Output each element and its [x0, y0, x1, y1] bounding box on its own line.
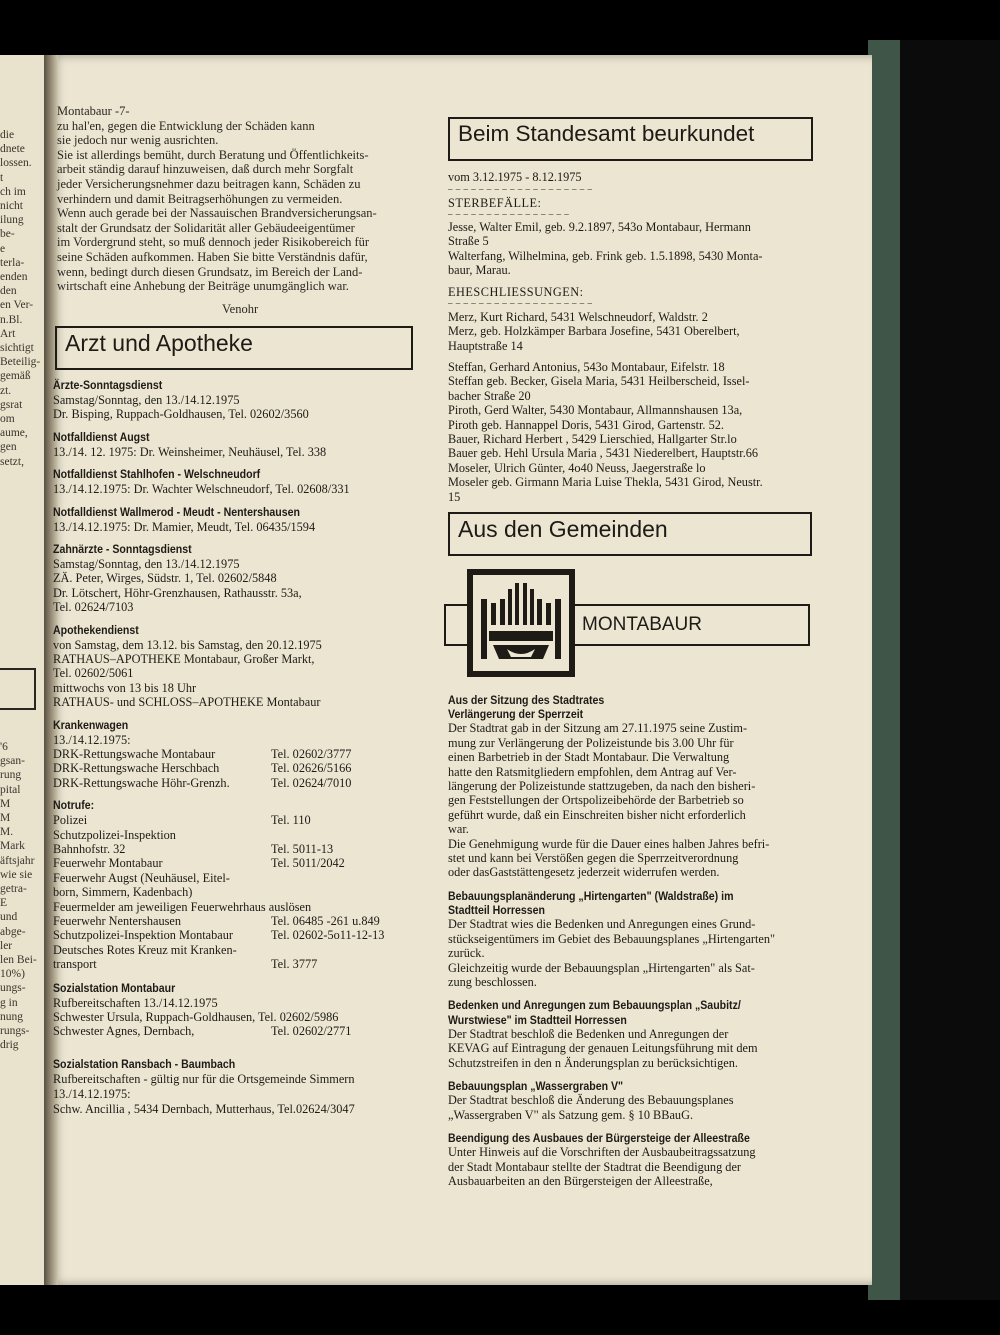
contact-row — [53, 761, 355, 775]
ehe-line: Hauptstraße 14 — [448, 338, 523, 353]
ehe-line: Moseler, Ulrich Günter, 4o40 Neuss, Jaegerstraße lo — [448, 460, 706, 475]
strip-line: ch im — [0, 185, 26, 198]
medical-section-title: Zahnärzte - Sonntagsdienst — [53, 542, 192, 557]
intro-line: Wenn auch gerade bei der Nassauischen Brandversicherungsan- — [57, 206, 377, 221]
intro-line: Montabaur -7- — [57, 104, 130, 118]
strip-line: zt. — [0, 384, 12, 397]
strip-line: E — [0, 897, 8, 910]
rule-3: – – – – – – – – – – – – – – – – – – – — [448, 298, 593, 308]
medical-section-line: 13./14. 12. 1975: Dr. Weinsheimer, Neuhäusel, Tel. 338 — [53, 444, 327, 459]
contact-row — [53, 747, 355, 761]
strip-line: Beteilig- — [0, 356, 41, 369]
strip-line: Mark — [0, 840, 25, 853]
intro-line: Sie ist allerdings bemüht, durch Beratung und Öffentlichkeits- — [57, 147, 369, 162]
strip-line: sichtigt — [0, 342, 34, 355]
contact-name: Feuerwehr Nentershausen — [53, 914, 182, 928]
strip-line: und — [0, 911, 18, 924]
section-box-gemeinden — [448, 512, 812, 556]
contact-name: Bahnhofstr. 32 — [53, 842, 126, 857]
date-range: vom 3.12.1975 - 8.12.1975 — [448, 170, 582, 184]
contact-name: Rufbereitschaften 13./14.12.1975 — [53, 995, 218, 1010]
contact-tel: Tel. 02624/7010 — [271, 775, 352, 790]
ehe-line: Steffan geb. Becker, Gisela Maria, 5431 Heilberscheid, Issel- — [448, 374, 750, 389]
contact-tel: Tel. 02626/5166 — [271, 761, 352, 776]
contact-name: Feuermelder am jeweiligen Feuerwehrhaus auslösen — [53, 899, 312, 914]
contact-name: transport — [53, 957, 97, 972]
strip-line: om — [0, 413, 15, 426]
article-line: Der Stadtrat gab in der Sitzung am 27.11.1975 seine Zustim- — [448, 721, 748, 736]
strip-line: äftsjahr — [0, 854, 35, 867]
contact-name: Schutzpolizei-Inspektion Montabaur — [53, 928, 233, 943]
strip-line: 10%) — [0, 968, 25, 981]
strip-line: abge- — [0, 925, 26, 938]
medical-section-line: Samstag/Sonntag, den 13./14.12.1975 — [53, 393, 240, 407]
contact-row — [53, 914, 380, 928]
section-title: Arzt und Apotheke — [65, 330, 253, 356]
notrufe-section — [53, 798, 385, 972]
sozialstation-line: 13./14.12.1975: — [53, 1086, 131, 1101]
article-line: Unter Hinweis auf die Vorschriften der Ausbaubeitragssatzung — [448, 1145, 756, 1160]
contact-tel: Tel. 3777 — [271, 957, 318, 972]
medical-section-line: Dr. Lötschert, Höhr-Grenzhausen, Rathausstr. 53a, — [53, 585, 302, 600]
contact-tel: Tel. 5011/2042 — [271, 856, 345, 871]
article-line: Schutzstreifen in den n Änderungsplan zu berücksichtigen. — [448, 1055, 738, 1070]
contact-name: DRK-Rettungswache Herschbach — [53, 761, 220, 776]
signature: Venohr — [222, 302, 259, 316]
medical-section-line: ZÄ. Peter, Wirges, Südstr. 1, Tel. 02602/5848 — [53, 571, 277, 586]
strip-line: '6 — [0, 741, 8, 753]
strip-line: pital — [0, 783, 21, 796]
medical-section-title: Krankenwagen — [53, 717, 129, 732]
strip-line: M — [0, 812, 11, 825]
strip-line: g in — [0, 996, 18, 1009]
ehe-line: Steffan, Gerhard Antonius, 543o Montabaur, Eifelstr. 18 — [448, 360, 725, 374]
medical-section — [53, 505, 355, 534]
left-strip-upper — [0, 128, 40, 469]
ehe-line: bacher Straße 20 — [448, 388, 531, 403]
medical-section-title: Notfalldienst Wallmerod - Meudt - Nentershausen — [53, 504, 300, 519]
medical-section-line: mittwochs von 13 bis 18 Uhr — [53, 680, 197, 695]
medical-section-title: Notfalldienst Augst — [53, 429, 150, 444]
intro-line: wirtschaft eine Anhebung der Beiträge unumgänglich war. — [57, 279, 349, 294]
medical-section-title: Notfalldienst Stahlhofen - Welschneudorf — [53, 467, 261, 482]
strip-line: gemäß — [0, 370, 31, 383]
strip-line: die — [0, 129, 15, 141]
intro-line: zu hal'en, gegen die Entwicklung der Schäden kann — [57, 118, 315, 133]
medical-section — [53, 467, 355, 496]
strip-line: nicht — [0, 200, 23, 213]
ehe-group-1 — [448, 310, 740, 353]
ehe-line: Merz, geb. Holzkämper Barbara Josefine, 5431 Oberelbert, — [448, 324, 740, 339]
article-title: Verlängerung der Sperrzeit — [448, 707, 584, 722]
article-title: Bebauungsplan „Wassergraben V" — [448, 1078, 624, 1093]
intro-line: seine Schäden aufkommen. Haben Sie bitte Verständnis dafür, — [57, 249, 368, 264]
section-box-standesamt — [448, 117, 813, 161]
eheschliessungen-heading: EHESCHLIESSUNGEN: — [448, 285, 584, 299]
intro-text — [57, 104, 377, 294]
medical-section-title: Ärzte-Sonntagsdienst — [53, 378, 163, 392]
krankenwagen-list — [53, 747, 355, 790]
strip-line: ilung — [0, 214, 24, 227]
article-line: Ausbauarbeiten an den Bürgersteigen der Alleestraße, — [448, 1173, 713, 1188]
strip-line: en Ver- — [0, 299, 34, 312]
contact-name: DRK-Rettungswache Höhr-Grenzh. — [53, 775, 230, 790]
strip-line: setzt, — [0, 455, 24, 468]
article — [448, 1131, 799, 1188]
ehe-line: Bauer, Richard Herbert , 5429 Lierschied, Hallgarter Str.lo — [448, 432, 737, 447]
intro-line: stalt der Grundsatz der Solidarität aller Gebäudeeigentümer — [57, 220, 355, 235]
article-line: Gleichzeitig wurde der Bebauungsplan „Hirtengarten" als Sat- — [448, 960, 755, 975]
strip-line: ungs- — [0, 982, 26, 995]
contact-row — [53, 996, 355, 1010]
strip-line: be- — [0, 228, 15, 241]
strip-line: ler — [0, 939, 13, 952]
article-title: Stadtteil Horressen — [448, 903, 545, 918]
ehe-line: Piroth, Gerd Walter, 5430 Montabaur, Allmannshausen 13a, — [448, 403, 743, 418]
article-title: Bedenken und Anregungen zum Bebauungsplan „Saubitz/ — [448, 998, 741, 1013]
contact-row — [53, 1010, 355, 1024]
intro-line: jeder Versicherungsnehmer dazu beitragen kann, Schäden zu — [57, 176, 361, 191]
medical-section-line: Tel. 02624/7103 — [53, 600, 134, 615]
contact-row — [53, 871, 355, 885]
contact-row — [53, 943, 355, 957]
background-dark — [900, 40, 1000, 1300]
strip-line: gsan- — [0, 755, 25, 768]
contact-tel: Tel. 06485 -261 u.849 — [271, 914, 380, 928]
medical-section — [53, 378, 355, 422]
medical-section-line: Samstag/Sonntag, den 13./14.12.1975 — [53, 557, 240, 572]
contact-row — [53, 885, 355, 899]
article — [448, 1079, 799, 1122]
contact-tel: Tel. 02602-5o11-12-13 — [271, 928, 385, 943]
article-line: gen Feststellungen der Ortspolizeibehörde der Barbetrieb so — [448, 793, 744, 808]
contact-name: Polizei — [53, 813, 88, 828]
ehe-line: 15 — [448, 489, 461, 504]
intro-line: sie jedoch nur wenig ausrichten. — [57, 133, 219, 148]
article — [448, 998, 799, 1070]
medical-section-line: von Samstag, dem 13.12. bis Samstag, den 20.12.1975 — [53, 637, 322, 652]
strip-line: terla- — [0, 256, 25, 269]
strip-line: len Bei- — [0, 954, 37, 967]
contact-row — [53, 900, 355, 914]
sterbefall-line: Straße 5 — [448, 234, 489, 249]
ehe-line: Moseler geb. Girmann Maria Luise Thekla, 5431 Girod, Neustr. — [448, 475, 763, 490]
rule-1: – – – – – – – – – – – – – – – – – – – — [448, 184, 593, 194]
montabaur-coat-of-arms — [467, 569, 575, 677]
rule-2: – – – – – – – – – – – – – – – – — [448, 209, 570, 219]
strip-line: getra- — [0, 883, 27, 896]
castle-emblem-icon — [467, 569, 575, 677]
medical-section — [53, 623, 355, 710]
articles — [448, 693, 799, 1197]
contact-row — [53, 776, 355, 790]
strip-line: rungs- — [0, 1025, 30, 1038]
strip-line: gen — [0, 441, 17, 454]
sterbefaelle-heading: STERBEFÄLLE: — [448, 196, 542, 210]
contact-row — [53, 813, 355, 827]
medical-section-line: 13./14.12.1975: — [53, 732, 131, 747]
contact-row — [53, 856, 355, 870]
strip-line: lossen. — [0, 157, 32, 170]
strip-line: t — [0, 171, 4, 184]
sterbefall-line: Walterfang, Wilhelmina, geb. Frink geb. 1.5.1898, 5430 Monta- — [448, 248, 763, 263]
sozialstation-ransbach — [53, 1057, 355, 1118]
sozialstation-line: Rufbereitschaften - gültig nur für die Ortsgemeinde Simmern — [53, 1071, 355, 1086]
left-strip-box — [0, 668, 36, 710]
article — [448, 693, 799, 880]
article-line: hatte den Ratsmitgliedern empfohlen, dem Antrag auf Ver- — [448, 764, 737, 779]
strip-line: enden — [0, 271, 28, 284]
contact-name: DRK-Rettungswache Montabaur — [53, 747, 216, 762]
strip-line: wie sie — [0, 868, 33, 881]
ehe-line: Piroth geb. Hannappel Doris, 5431 Girod, Gartenstr. 52. — [448, 417, 724, 432]
intro-line: arbeit ständig darauf hinzuweisen, daß durch mehr Sorgfalt — [57, 162, 354, 177]
strip-line: e — [0, 242, 6, 255]
article-title: Aus der Sitzung des Stadtrates — [448, 693, 605, 707]
contact-tel: Tel. 02602/2771 — [271, 1024, 352, 1039]
article-title: Beendigung des Ausbaues der Bürgersteige der Alleestraße — [448, 1130, 750, 1145]
strip-line: drig — [0, 1039, 19, 1052]
medical-section-title: Apothekendienst — [53, 622, 139, 637]
medical-section-line: RATHAUS–APOTHEKE Montabaur, Großer Markt, — [53, 652, 315, 667]
contact-tel: Tel. 110 — [271, 813, 311, 828]
article-line: zung beschlossen. — [448, 974, 537, 989]
section-box-arzt-apotheke — [55, 326, 413, 370]
sozialstation-montabaur — [53, 981, 355, 1039]
contact-name: Deutsches Rotes Kreuz mit Kranken- — [53, 942, 237, 957]
section-title: Aus den Gemeinden — [458, 516, 668, 542]
sterbefaelle-list — [448, 220, 763, 278]
strip-line: aume, — [0, 427, 28, 440]
intro-line: wenn, bedingt durch diesen Grundsatz, im Bereich der Land- — [57, 264, 363, 279]
article-line: Die Genehmigung wurde für die Dauer eines halben Jahres befri- — [448, 836, 770, 851]
article-title: Wurstwiese" im Stadtteil Horressen — [448, 1012, 627, 1027]
strip-line: M — [0, 797, 11, 810]
article-line: der Stadt Montabaur stellte der Stadtrat die Beendigung der — [448, 1159, 741, 1174]
left-strip-lower — [0, 740, 37, 1052]
strip-line: rung — [0, 769, 22, 782]
strip-line: Art — [0, 327, 16, 340]
medical-section-line: 13./14.12.1975: Dr. Wachter Welschneudorf, Tel. 02608/331 — [53, 482, 350, 497]
strip-line: nung — [0, 1010, 23, 1023]
medical-section-line: RATHAUS- und SCHLOSS–APOTHEKE Montabaur — [53, 695, 321, 710]
ehe-line: Merz, Kurt Richard, 5431 Welschneudorf, Waldstr. 2 — [448, 310, 708, 324]
article-line: Der Stadtrat wies die Bedenken und Anregungen eines Grund- — [448, 917, 756, 932]
notrufe-title: Notrufe: — [53, 798, 95, 813]
contact-name: Schutzpolizei-Inspektion — [53, 827, 176, 842]
medical-section-line: 13./14.12.1975: Dr. Mamier, Meudt, Tel. 06435/1594 — [53, 519, 316, 534]
ehe-group-2 — [448, 360, 763, 504]
contact-row — [53, 828, 355, 842]
article-line: Der Stadtrat beschloß die Änderung des Bebauungsplanes — [448, 1093, 734, 1108]
contact-name: Feuerwehr Augst (Neuhäusel, Eitel- — [53, 870, 230, 885]
medical-section-line: Tel. 02602/5061 — [53, 666, 134, 681]
sozialstation-title: Sozialstation Montabaur — [53, 980, 176, 995]
medical-services — [53, 378, 385, 1117]
article — [448, 889, 799, 989]
medical-section — [53, 430, 355, 459]
article-line: stückseigentümers im Gebiet des Bebauungsplanes „Hirtengarten" — [448, 931, 776, 946]
contact-tel: Tel. 02602/3777 — [271, 747, 352, 762]
intro-line: verhindern und damit Beitragserhöhungen zu vermeiden. — [57, 191, 343, 206]
article-line: oder dasGaststättengesetz jederzeit widerrufen werden. — [448, 865, 720, 880]
sozialstation-title: Sozialstation Ransbach - Baumbach — [53, 1056, 236, 1071]
strip-line: den — [0, 285, 17, 298]
contact-name: Feuerwehr Montabaur — [53, 856, 163, 871]
article-title: Bebauungsplanänderung „Hirtengarten" (Waldstraße) im — [448, 888, 734, 903]
strip-line: n.Bl. — [0, 313, 23, 326]
intro-line: im Vordergrund steht, so muß dennoch jeder Risikobereich für — [57, 235, 370, 250]
medical-section-line: Dr. Bisping, Ruppach-Goldhausen, Tel. 02602/3560 — [53, 407, 309, 422]
sterbefall-line: baur, Marau. — [448, 263, 511, 278]
article-line: war. — [448, 822, 469, 837]
montabaur-label: MONTABAUR — [582, 614, 702, 635]
article-line: „Wassergraben V" als Satzung gem. § 10 BBauG. — [448, 1107, 694, 1122]
strip-line: dnete — [0, 143, 25, 156]
section-title: Beim Standesamt beurkundet — [458, 121, 755, 146]
sterbefall-line: Jesse, Walter Emil, geb. 9.2.1897, 543o Montabaur, Hermann — [448, 220, 751, 234]
article-line: Der Stadtrat beschloß die Bedenken und Anregungen der — [448, 1026, 729, 1041]
ehe-line: Bauer geb. Hehl Ursula Maria , 5431 Niederelbert, Hauptstr.66 — [448, 446, 759, 461]
article-line: einen Barbetrieb in der Stadt Montabaur. Die Verwaltung — [448, 750, 730, 765]
contact-name: Schwester Agnes, Dernbach, — [53, 1024, 195, 1039]
sozialstation-line: Schw. Ancillia , 5434 Dernbach, Mutterhaus, Tel.02624/3047 — [53, 1102, 355, 1117]
article-line: stet und kann bei Verstößen gegen die Sperrzeitverordnung — [448, 851, 739, 866]
article-line: KEVAG auf Eintragung der genauen Leitungsführung mit dem — [448, 1041, 758, 1056]
article-line: mung zur Verlängerung der Polizeistunde bis 3.00 Uhr für — [448, 735, 734, 750]
contact-name: Schwester Ursula, Ruppach-Goldhausen, Tel. 02602/5986 — [53, 1009, 339, 1024]
contact-row — [53, 1024, 355, 1038]
contact-tel: Tel. 5011-13 — [271, 842, 334, 857]
strip-line: gsrat — [0, 398, 23, 411]
article-line: geführt wurde, daß ein Einschreiten bisher nicht erforderlich — [448, 807, 746, 822]
contact-name: born, Simmern, Kadenbach) — [53, 885, 193, 900]
medical-section — [53, 542, 355, 615]
contact-row — [53, 842, 355, 856]
contact-row — [53, 928, 385, 943]
contact-row — [53, 957, 355, 971]
article-line: zurück. — [448, 946, 485, 961]
medical-section — [53, 718, 355, 747]
strip-line: M. — [0, 826, 14, 839]
article-line: längerung der Polizeistunde stattzugeben, da nach den bisheri- — [448, 779, 756, 794]
